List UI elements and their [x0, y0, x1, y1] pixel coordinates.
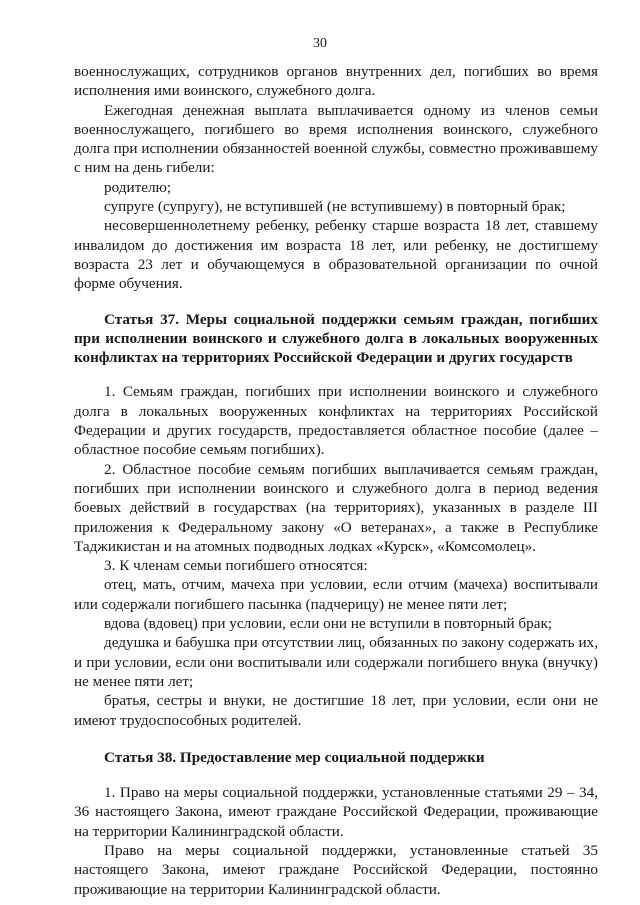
intro-paragraph-payment: Ежегодная денежная выплата выплачивается одному из членов семьи военнослужащего, погибшего во время исполнения воинского, служебного долга при исполнении обязанностей военной службы, совместно проживавшему с ним на день гибели: [74, 101, 598, 177]
article-37-list-item-widow: вдова (вдовец) при условии, если они не вступили в повторный брак; [104, 615, 553, 633]
page-number: 30 [313, 36, 327, 51]
article-38-heading: Статья 38. Предоставление мер социальной поддержки [104, 748, 485, 766]
article-37-list-item-grandparents: дедушка и бабушка при отсутствии лиц, обязанных по закону содержать их, и при условии, если они воспитывали или содержали погибшего внука (внучку) не менее пяти лет; [74, 634, 598, 690]
article-38-paragraph-2: Право на меры социальной поддержки, установленные статьей 35 настоящего Закона, имеют граждане Российской Федерации, постоянно проживающие на территории Калининградской области. [74, 841, 598, 898]
intro-list-item-parent: родителю; [104, 178, 172, 196]
article-37-paragraph-3: 3. К членам семьи погибшего относятся: [104, 557, 368, 575]
article-37-paragraph-2: 2. Областное пособие семьям погибших выплачивается семьям граждан, погибших при исполнении воинского и служебного долга в период ведения боевых действий в государствах (на территориях), указанных в разделе III приложения к Федеральному закону «О ветеранах», а также в Республике Таджикистан и на атомных подводных лодках «Курск», «Комсомолец». [74, 460, 598, 555]
intro-paragraph-continuation: военнослужащих, сотрудников органов внутренних дел, погибших во время исполнения ими воинского, служебного долга. [74, 63, 598, 100]
article-37-heading: Статья 37. Меры социальной поддержки семьям граждан, погибших при исполнении воинского и служебного долга в локальных вооруженных конфликтах на территориях Российской Федерации и других государств [74, 310, 598, 367]
article-38-paragraph-1: 1. Право на меры социальной поддержки, установленные статьями 29 – 34, 36 настоящего Закона, имеют граждане Российской Федерации, проживающие на территории Калининградской области. [74, 784, 598, 840]
article-37-paragraph-1: 1. Семьям граждан, погибших при исполнении воинского и служебного долга в локальных вооруженных конфликтах на территориях Российской Федерации и других государств, предоставляется областное пособие (далее – областное пособие семьям погибших). [74, 383, 598, 459]
intro-list-item-spouse: супруге (супругу), не вступившей (не вступившему) в повторный брак; [104, 198, 566, 216]
article-37-list-item-parents: отец, мать, отчим, мачеха при условии, если отчим (мачеха) воспитывали или содержали погибшего пасынка (падчерицу) не менее пяти лет; [74, 576, 598, 613]
intro-list-item-child: несовершеннолетнему ребенку, ребенку старше возраста 18 лет, ставшему инвалидом до достижения им возраста 18 лет, или ребенку, не достигшему возраста 23 лет и обучающемуся в образовательной организации по очной форме обучения. [74, 217, 598, 293]
document-body [74, 62, 598, 899]
article-37-list-item-siblings: братья, сестры и внуки, не достигшие 18 лет, при условии, если они не имеют трудоспособных родителей. [74, 692, 598, 729]
